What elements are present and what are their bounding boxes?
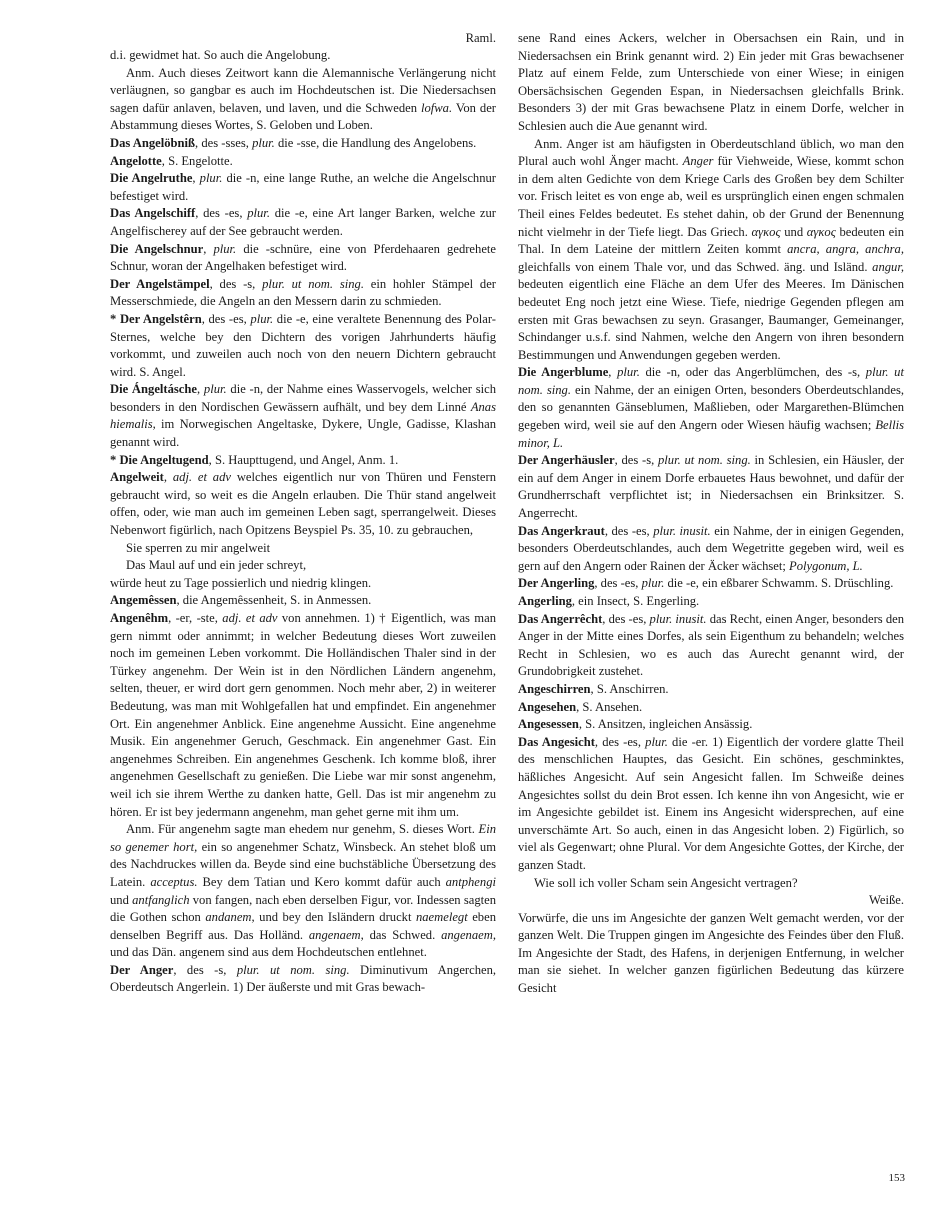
italic-text: αγκος [806,224,836,239]
entry-headword: Angesessen [518,717,579,732]
body-text: , des -s, [209,276,263,291]
body-text: Anm. Auch dieses Zeitwort kann die Alemannische Verlängerung nicht verläugnen, so gangbar es auch im Hochdeutschen ist. Die Niedersachsen sagen dafür anlaven, belaven, und laven, und die Schweden [110,65,496,115]
body-text: die -er. 1) Eigentlich der vordere glatte Theil des menschlichen Hauptes, das Gesicht. Ein schönes, geschminktes, häßliches Angesicht. Auf sein Angesicht fallen. Im Schweiße deines Angesichtes sollst du dein Brot essen. Ich kenne ihn von Angesicht, wie er im Angesichte gebildet ist. Einem ins Angesicht widersprechen, auf eine unverschämte Art. So auch, einen in das Angesicht loben. 2) Figürlich, so viel als Gegenwart; ohne Plural. Vor dem Angesichte Gottes, der Kirche, der ganzen Stadt. [518,734,904,872]
body-text: , des -es, [594,734,646,749]
paragraph [518,575,904,593]
italic-text: angenaem, [441,927,496,942]
body-text: bedeuten ein Thal. In dem Lateine der mittlern Zeiten kommt [518,224,904,257]
right-column [518,30,904,998]
body-text: Sie sperren zu mir angelweit [126,540,271,555]
body-text: die -e, eine veraltete Benennung des Polar-Sternes, welche bey den Dichtern des vorigen Jahrhunderts häufig vorkommt, und zuweilen auch noch von den neuern Dichtern gebraucht wird. S. Angel. [110,311,496,379]
entry-headword: Der Angerling [518,576,595,591]
italic-text: plur. [213,241,237,256]
body-text: , des -sses, [195,135,253,150]
entry-headword: Der Angerhäusler [518,453,615,468]
body-text: , [192,171,200,186]
paragraph [518,136,904,365]
entry-headword: Angeschirren [518,681,591,696]
italic-text: adj. et adv [222,611,278,625]
paragraph [518,593,904,611]
entry-headword: Die Ángeltásche [110,382,197,397]
paragraph [110,47,496,65]
body-text: , des -es, [604,523,654,538]
body-text: Weiße. [868,893,904,908]
body-text: das Recht, einen Anger, besonders den Anger in der Mitte eines Dorfes, als sein Eigenthum zu behandeln; welches Recht in Schlesien, wo es auch das Aurecht genannt wird, der Grundobrigkeit zustehet. [518,611,905,679]
paragraph [110,276,496,311]
italic-text: plur. [199,171,223,186]
body-text: Vorwürfe, die uns im Angesichte der ganzen Welt gemacht werden, vor der ganzen Welt. Die Truppen gingen im Angesichte des Feindes über den Fluß. Im Angesichte der Stadt, des Hafens, in derjenigen Entfernung, in welcher man sie siehet. In welcher ganzen figürlichen Bedeutung das kürzere Gesicht [518,910,904,996]
body-text: die -n, eine lange Ruthe, an welche die Angelschnur befestiget wird. [110,171,497,203]
italic-text: plur. ut nom. sing. [262,276,364,291]
entry-headword: Das Angelöbniß [110,135,196,150]
entry-headword: Die Angelschnur [110,241,204,256]
body-text: , des -es, [201,311,251,326]
body-text: , [203,241,214,256]
body-text: , des -es, [594,576,642,591]
body-text: die -e, eine Art langer Barken, welche zur Angelfischerey auf der See gebraucht werden. [110,206,497,238]
paragraph [518,452,904,522]
paragraph [518,910,904,998]
body-text: eben denselben Begriff aus. Das Holländ. [110,910,496,942]
body-text: die -n, oder das Angerblümchen, des -s, [639,365,866,380]
italic-text: antphengi [445,874,496,889]
paragraph [110,311,496,381]
body-text: und [780,224,807,239]
body-text: , des -s, [173,962,237,977]
paragraph [518,734,904,875]
body-text: , die Angemêssenheit, S. in Anmessen. [176,593,372,608]
italic-text: plur. ut nom. sing. [658,453,751,468]
body-text: , [608,365,618,380]
italic-text: plur. [641,576,665,591]
paragraph [110,153,496,171]
body-text: die -schnüre, eine von Pferdehaaren gedrehete Schnur, woran der Angelhaken befestiget wird. [110,241,496,274]
body-text: das Schwed. [363,927,442,942]
italic-text: Anas hiemalis, [110,399,496,432]
italic-text: angur, [872,259,904,274]
body-text: Diminutivum Angerchen, Oberdeutsch Angerlein. 1) Der äußerste und mit Gras bewach- [110,962,497,995]
italic-text: adj. et adv [172,470,231,485]
italic-text: angenaem, [308,927,364,942]
body-text: Anm. Für angenehm sagte man ehedem nur genehm, S. dieses Wort. [126,822,479,837]
left-column [110,47,496,997]
paragraph [110,821,496,962]
body-text: die -sse, die Handlung des Angelobens. [274,135,477,150]
body-text: von fangen, nach eben derselben Figur, vor. Indessen sagten die Gothen schon [110,892,496,925]
body-text: , -er, -ste, [168,611,223,625]
entry-headword: Angemêssen [110,593,177,608]
body-text: im Norwegischen Angeltaske, Dykere, Ungle, Gadisse, Klashan genannt wird. [110,417,496,450]
body-text: , [197,382,204,397]
body-text: ein Nahme, der an einigen Orten, besonders Oberdeutschlandes, den so genannten Gänseblumen, Maßlieben, oder Margarethen-Blümchen gegeben wird, weil sie auf den Angern oder Wiesen häufig wachsen; [518,382,904,433]
body-text: , des -es, [602,611,650,626]
entry-headword: Das Angelschiff [110,206,196,221]
italic-text: ancra, angra, anchra, [787,242,905,257]
body-text: ein Nahme, der in einigen Gegenden, besonders Oberdeutschlandes, auch dem Wegetritte gegeben wird, weil es gern auf den Angern oder Rainen der Äcker wächset; [518,523,904,573]
paragraph [126,557,496,575]
body-text: , S. Engelotte. [161,153,233,168]
paragraph [518,30,904,136]
paragraph [518,523,904,576]
paragraph [110,610,496,821]
italic-text: plur. [617,365,640,380]
body-text: welches eigentlich nur von Thüren und Fenstern gebraucht wird, so weit es die Angeln erlauben. Die Thür stand angelweit offen, oder, wie man auch im gemeinen Leben sagt, sperrangelweit. Dieses Nebenwort figürlich, nach Opitzens Beyspiel Ps. 35, 10. zu gebrauchen, [110,470,497,538]
body-text: Bey dem Tatian und Kero kommt dafür auch [197,874,446,889]
body-text: , des -s, [614,453,658,468]
paragraph [110,65,496,135]
body-text: bedeuten eigentlich eine Fläche an dem Ufer des Meeres. Im Dänischen bedeutet Eng noch jetzt eine Wiese. Tiefe, niedrige Gegenden pflegen am ersten mit Gras bewachsen zu seyn. Grasanger, Baumanger, Gemeinanger, Schindanger u.s.f. sind Nahmen, welche den Angern von ihren besondern Bestimmungen und Anwendungen gegeben werden. [518,277,904,362]
italic-text: plur. [252,135,275,150]
italic-text: plur. [203,382,227,397]
entry-headword: Angesehen [518,699,577,714]
entry-headword: Die Angelruthe [110,171,193,186]
paragraph [110,205,496,240]
body-text: , des -es, [195,206,248,221]
body-text: und bey den Isländern druckt [254,910,416,925]
paragraph [110,381,496,451]
body-text: , S. Anschirren. [590,681,669,696]
body-text: Anm. Anger ist am häufigsten in Oberdeutschland üblich, wo man den Plural auch wohl Änger macht. [518,136,904,169]
paragraph [110,170,496,205]
body-text: in Schlesien, ein Häusler, der ein auf dem Anger in einem Dorfe erbauetes Haus bewohnet, und dafür der Grundherrschaft verpflichtet ist; in Niedersachsen ein Brinksitzer. S. Angerrecht. [518,453,905,521]
entry-headword: Angelweit [110,470,164,485]
body-text: würde heut zu Tage possierlich und niedrig klingen. [110,575,372,590]
body-text: für Viehweide, Wiese, kommt schon in dem alten Gedichte von dem Kriege Carls des Großen bey dem Schilter vor. Frisch leitet es von enge ab, weil es ursprünglich einen engen schmalen Theil eines Feldes bedeutet. Es stehet dahin, ob der Grund der Benennung nicht vielmehr in der Tiefe liegt. Das Griech. [518,154,904,239]
italic-text: plur. ut nom. sing. [518,365,904,397]
paragraph [110,135,496,153]
paragraph [110,592,496,610]
paragraph [518,699,904,717]
italic-text: antfanglich [132,892,190,907]
paragraph [534,875,904,893]
running-head: Raml. [465,31,496,45]
body-text: , S. Ansitzen, ingleichen Ansässig. [578,717,753,732]
page-number: 153 [888,1172,905,1184]
entry-headword: Der Angelstämpel [110,276,210,291]
body-text: die -n, der Nahme eines Wasservogels, welcher sich besonders in den Nordischen Gewässern aufhält, und bey dem Linné [110,382,496,414]
body-text: gleichfalls von einem Thale vor, und das Schwed. äng. und Isländ. [518,259,873,274]
entry-headword: Das Angerrêcht [518,611,603,626]
body-text: , S. Haupttugend, und Angel, Anm. 1. [208,452,399,467]
entry-headword: * Der Angelstêrn [110,311,202,326]
paragraph [110,241,496,276]
italic-text: Bellis minor, L. [518,418,904,450]
italic-text: Polygonum, L. [789,558,863,573]
paragraph [518,892,904,910]
paragraph [518,611,904,681]
italic-text: plur. [645,734,668,749]
body-text: Von der Abstammung dieses Wortes, S. Geloben und Loben. [110,100,496,133]
body-text: ein so angenehmer Schatz, Winsbeck. An stehet bloß um des Nachdruckes willen da. Beyde sind eine buchstäbliche Übersetzung des Latein. [110,839,497,889]
paragraph [518,716,904,734]
paragraph [518,364,904,452]
italic-text: lofwa. [420,100,453,115]
italic-text: andanem, [205,910,255,925]
paragraph [518,681,904,699]
entry-headword: Der Anger [110,962,174,977]
body-text: Wie soll ich voller Scham sein Angesicht vertragen? [534,875,798,890]
body-text: sene Rand eines Ackers, welcher in Obersachsen ein Rain, und in Niedersachsen ein Brink genannt wird. 2) Ein jeder mit Gras bewachsener Platz auf einem Felde, zum Unterschiede von einer Wiese; in einigen Obersächsischen Gegenden Espan, in Niedersachsen gleichfalls Brink. Besonders 3) der mit Gras bewachsene Platz in einem Dorfe, welcher in Schlesien auch die Aue genannt wird. [518,31,904,133]
body-text: Das Maul auf und ein jeder schreyt, [126,558,307,573]
paragraph [110,962,496,997]
paragraph [110,575,496,593]
italic-text: plur. ut nom. sing. [236,962,350,977]
body-text: ein hohler Stämpel der Messerschmiede, die Angeln an den Messern darin zu schmieden. [110,276,496,309]
italic-text: αγκος [751,224,781,239]
italic-text: Ein so genemer hort, [110,822,496,854]
paragraph [110,452,496,470]
entry-headword: Die Angerblume [518,365,609,380]
body-text: d.i. gewidmet hat. So auch die Angelobung. [110,48,331,62]
body-text: , S. Ansehen. [576,699,643,714]
paragraph [110,469,496,539]
entry-headword: Angerling [518,594,572,608]
italic-text: Anger [682,154,714,169]
body-text: , [163,470,173,485]
entry-headword: * Die Angeltugend [110,452,209,467]
entry-headword: Das Angerkraut [518,523,605,538]
body-text: und das Dän. angenem sind aus dem Hochdeutschen entlehnet. [110,945,427,960]
body-text: , ein Insect, S. Engerling. [571,594,700,608]
entry-headword: Das Angesicht [518,734,595,749]
body-text: von annehmen. 1) † Eigentlich, was man gern nimmt oder annimmt; in welcher Bedeutung dieses Wort zuweilen noch im gemeinen Leben vorkommt. Die Holländischen Thaler sind in der Türkey angenehm. Der Wein ist in den Nördlichen Ländern angenehm, selten, theuer, er wird dort gern genommen. Noch mehr aber, 2) in weiterer Bedeutung, was man mit Wohlgefallen hat und empfindet. Ein angenehmer Ort. Ein angenehmer Anblick. Eine angenehme Aussicht. Eine angenehme Musik. Ein angenehmer Geruch, Geschmack. Ein angenehmer Gast. Ein angenehmes Schreiben. Ein angenehmes Geschenk. Ich komme bloß, ihrer angenehmen Gesellschaft zu genießen. Die Liebe war mir sonst angenehm, weil ich sie ihrem Werthe zu danken hatte, Gell. Das ist mir angenehm zu hören. Er ist bey jedermann angenehm, man gehet gerne mit ihm um. [110,611,496,819]
paragraph [126,540,496,558]
body-text: und [110,892,133,907]
italic-text: naemelegt [415,910,468,925]
italic-text: acceptus. [150,874,198,889]
italic-text: plur. inusit. [649,611,707,626]
body-text: die -e, ein eßbarer Schwamm. S. Drüschling. [664,576,894,591]
italic-text: plur. [250,311,274,326]
italic-text: plur. [247,206,270,221]
italic-text: plur. inusit. [653,523,711,538]
entry-headword: Angenêhm [110,611,169,625]
entry-headword: Angelotte [110,153,162,168]
